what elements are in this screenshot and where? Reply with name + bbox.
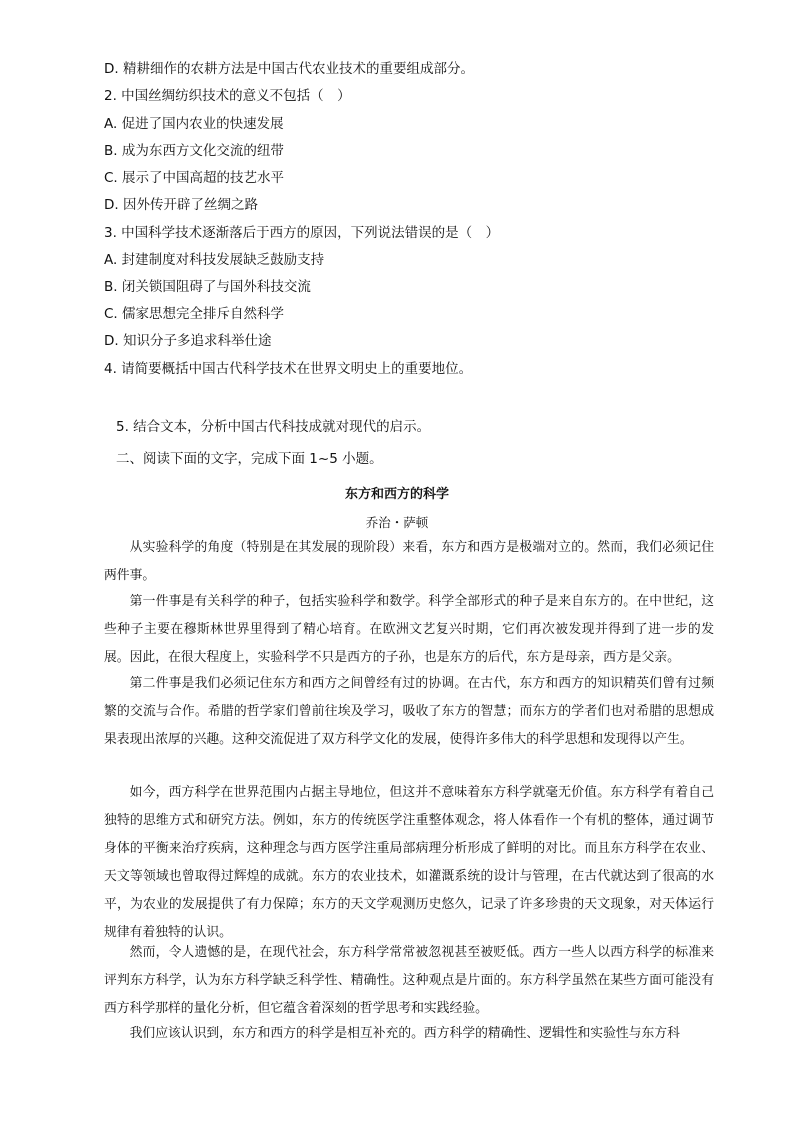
article-paragraph-5: 然而，令人遗憾的是，在现代社会，东方科学常常被忽视甚至被贬低。西方一些人以西方科学的标准来评判东方科学，认为东方科学缺乏科学性、精确性。这种观点是片面的。东方科学虽然在某些方面可能没有西方科学那样的量化分析，但它蕴含着深刻的哲学思考和实践经验。	[104, 945, 714, 1016]
article-paragraph-3: 第二件事是我们必须记住东方和西方之间曾经有过的协调。在古代，东方和西方的知识精英们曾有过频繁的交流与合作。希腊的哲学家们曾前往埃及学习，吸收了东方的智慧；而东方的学者们也对希腊的思想成果表现出浓厚的兴趣。这种交流促进了双方科学文化的发展，使得许多伟大的科学思想和发现得以产生。	[104, 676, 714, 747]
q5-stem: 5. 结合文本，分析中国古代科技成就对现代的启示。	[116, 419, 431, 435]
q2-option-c: C. 展示了中国高超的技艺水平	[104, 170, 285, 186]
article-paragraph-6: 我们应该认识到，东方和西方的科学是相互补充的。西方科学的精确性、逻辑性和实验性与东方科	[129, 1026, 680, 1041]
article-author: 乔治・萨顿	[365, 515, 429, 530]
q3-option-c: C. 儒家思想完全排斥自然科学	[104, 306, 285, 322]
q2-option-d: D. 因外传开辟了丝绸之路	[104, 197, 258, 213]
q1-option-d: D. 精耕细作的农耕方法是中国古代农业技术的重要组成部分。	[104, 61, 474, 77]
q2-option-a: A. 促进了国内农业的快速发展	[104, 116, 284, 132]
q4-stem: 4. 请简要概括中国古代科学技术在世界文明史上的重要地位。	[104, 361, 473, 377]
article-paragraph-2: 第一件事是有关科学的种子，包括实验科学和数学。科学全部形式的种子是来自东方的。在中世纪，这些种子主要在穆斯林世界里得到了精心培育。在欧洲文艺复兴时期，它们再次被发现并得到了进一步的发展。因此，在很大程度上，实验科学不只是西方的子孙，也是东方的后代，东方是母亲，西方是父亲。	[104, 594, 714, 665]
article-paragraph-1: 从实验科学的角度（特别是在其发展的现阶段）来看，东方和西方是极端对立的。然而，我们必须记住两件事。	[104, 540, 714, 583]
q3-option-d: D. 知识分子多追求科举仕途	[104, 333, 272, 349]
q3-option-a: A. 封建制度对科技发展缺乏鼓励支持	[104, 252, 325, 268]
q3-option-b: B. 闭关锁国阻碍了与国外科技交流	[104, 279, 311, 295]
q2-option-b: B. 成为东西方文化交流的纽带	[104, 143, 284, 159]
section-two-heading: 二、阅读下面的文字，完成下面 1~5 小题。	[116, 451, 383, 467]
article-title: 东方和西方的科学	[344, 487, 449, 502]
q3-stem: 3. 中国科学技术逐渐落后于西方的原因，下列说法错误的是（ ）	[104, 225, 500, 241]
article-paragraph-4: 如今，西方科学在世界范围内占据主导地位，但这并不意味着东方科学就毫无价值。东方科学有着自己独特的思维方式和研究方法。例如，东方的传统医学注重整体观念，将人体看作一个有机的整体，通过调节身体的平衡来治疗疾病，这种理念与西方医学注重局部病理分析形成了鲜明的对比。而且东方科学在农业、天文等领域也曾取得过辉煌的成就。东方的农业技术，如灌溉系统的设计与管理，在古代就达到了很高的水平，为农业的发展提供了有力保障；东方的天文学观测历史悠久，记录了许多珍贵的天文现象，对天体运行规律有着独特的认识。	[104, 785, 714, 940]
q2-stem: 2. 中国丝绸纺织技术的意义不包括（ ）	[104, 88, 351, 104]
